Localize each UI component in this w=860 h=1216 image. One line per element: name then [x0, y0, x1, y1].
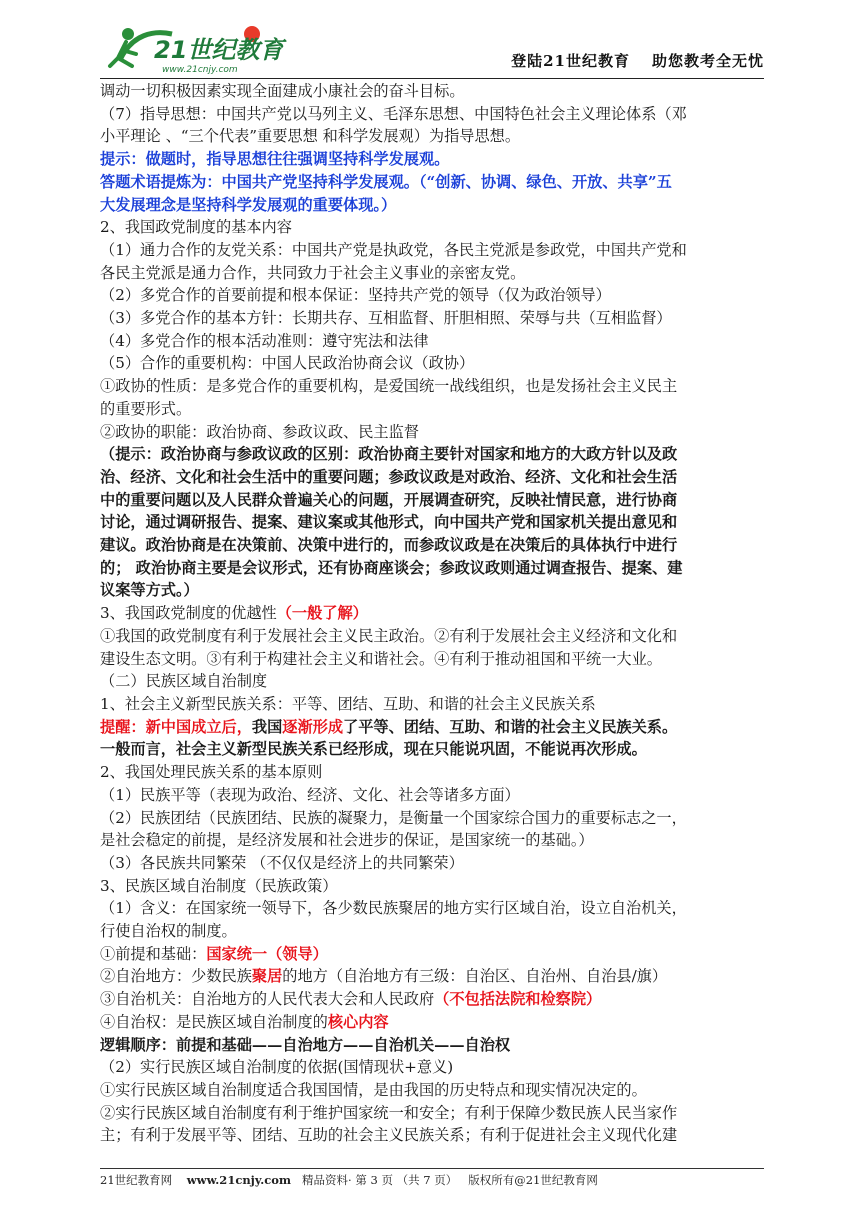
page-header	[100, 18, 764, 79]
section-heading: 3、我国政党制度的优越性（一般了解）	[100, 604, 368, 623]
text-line: 是社会稳定的前提，是经济发展和社会进步的保证，是国家统一的基础。）	[100, 831, 594, 850]
note-line: 的； 政治协商主要是会议形式，还有协商座谈会；参政议政则通过调查报告、提案、建	[100, 558, 683, 577]
text-line: ①前提和基础：国家统一（领导）	[100, 944, 328, 963]
section-heading: 2、我国处理民族关系的基本原则	[100, 763, 323, 782]
text-line: （2）实行民族区域自治制度的依据(国情现状+意义)	[100, 1058, 454, 1077]
text-line: （3）各民族共同繁荣 （不仅仅是经济上的共同繁荣）	[100, 853, 464, 872]
note-line: 讨论，通过调研报告、提案、建议案或其他形式，向中国共产党和国家机关提出意见和	[100, 513, 678, 532]
footer-url: www.21cnjy.com	[186, 1173, 292, 1187]
text-line: （1）民族平等（表现为政治、经济、文化、社会等诸多方面）	[100, 785, 520, 804]
note-line: 议案等方式。）	[100, 581, 199, 600]
note-line: 中的重要问题以及人民群众普遍关心的问题，开展调查研究，反映社情民意，进行协商	[100, 490, 678, 509]
section-heading: 2、我国政党制度的基本内容	[100, 218, 292, 237]
text-line: （2）多党合作的首要前提和根本保证：坚持共产党的领导（仅为政治领导）	[100, 286, 611, 305]
text-line: 的重要形式。	[100, 399, 192, 418]
emphasis-red: （一般了解）	[276, 604, 368, 623]
note-line: （提示：政治协商与参政议政的区别：政治协商主要针对国家和地方的大政方针以及政	[100, 445, 678, 464]
text-line: ①我国的政党制度有利于发展社会主义民主政治。②有利于发展社会主义经济和文化和	[100, 626, 678, 645]
footer-copyright: 版权所有@21世纪教育网	[468, 1173, 598, 1187]
text-line: （5）合作的重要机构：中国人民政治协商会议（政协）	[100, 354, 475, 373]
note-line: 建议。政治协商是在决策前、决策中进行的，而参政议政是在决策后的具体执行中进行	[100, 536, 678, 555]
text-line: ①实行民族区域自治制度适合我国国情，是由我国的历史特点和现实情况决定的。	[100, 1080, 647, 1099]
text-line: ②实行民族区域自治制度有利于维护国家统一和安全；有利于保障少数民族人民当家作	[100, 1103, 678, 1122]
footer-page: 第 3 页 （共 7 页）	[355, 1173, 458, 1187]
text-line: 小平理论 、“三个代表”重要思想 和科学发展观）为指导思想。	[100, 127, 521, 146]
footer-site: 21世纪教育网	[100, 1173, 173, 1187]
emphasis-red: 核心内容	[327, 1012, 389, 1031]
reminder-line: 一般而言，社会主义新型民族关系已经形成，现在只能说巩固，不能说再次形成。	[100, 740, 647, 759]
logo-url: www.21cnjy.com	[162, 65, 238, 75]
text-line: ③自治机关：自治地方的人民代表大会和人民政府（不包括法院和检察院）	[100, 990, 602, 1009]
emphasis-red: （不包括法院和检察院）	[434, 990, 602, 1009]
text-line: 各民主党派是通力合作，共同致力于社会主义事业的亲密友党。	[100, 263, 526, 282]
text-line: 1、社会主义新型民族关系：平等、团结、互助、和谐的社会主义民族关系	[100, 694, 596, 713]
text-line: 主；有利于发展平等、团结、互助的社会主义民族关系；有利于促进社会主义现代化建	[100, 1126, 678, 1145]
section-heading: （二）民族区域自治制度	[100, 672, 268, 691]
text-line: （2）民族团结（民族团结、民族的凝聚力，是衡量一个国家综合国力的重要标志之一，	[100, 808, 687, 827]
logo-text: 21世纪教育	[154, 36, 284, 64]
emphasis-red: 聚居	[251, 967, 283, 986]
reminder-line: 提醒：新中国成立后，我国逐渐形成了平等、团结、互助、和谐的社会主义民族关系。	[100, 717, 678, 736]
text-line: （7）指导思想：中国共产党以马列主义、毛泽东思想、中国特色社会主义理论体系（邓	[100, 104, 687, 123]
text-line: ②政协的职能：政治协商、参政议政、民主监督	[100, 422, 419, 441]
text-line: ①政协的性质：是多党合作的重要机构，是爱国统一战线组织，也是发扬社会主义民主	[100, 377, 678, 396]
text-line: （4）多党合作的根本活动准则：遵守宪法和法律	[100, 331, 429, 350]
section-heading: 3、民族区域自治制度（民族政策）	[100, 876, 338, 895]
page-footer: 21世纪教育网 www.21cnjy.com 精品资料· 第 3 页 （共 7 页） 版权所有@21世纪教育网	[100, 1168, 764, 1188]
header-slogan	[489, 50, 764, 71]
document-body	[100, 80, 764, 1147]
text-line: （1）含义：在国家统一领导下，各少数民族聚居的地方实行区域自治，设立自治机关，	[100, 899, 687, 918]
logo-icon	[102, 20, 302, 76]
text-line: （1）通力合作的友党关系：中国共产党是执政党，各民主党派是参政党，中国共产党和	[100, 240, 687, 259]
slogan-1: 登陆21世纪教育	[511, 52, 630, 70]
text-line: ②自治地方：少数民族聚居的地方（自治地方有三级：自治区、自治州、自治县/旗）	[100, 967, 668, 986]
text-line: 建设生态文明。③有利于构建社会主义和谐社会。④有利于推动祖国和平统一大业。	[100, 649, 662, 668]
text-line: 调动一切积极因素实现全面建成小康社会的奋斗目标。	[100, 82, 465, 100]
text-line: （3）多党合作的基本方针：长期共存、互相监督、肝胆相照、荣辱与共（互相监督）	[100, 309, 672, 328]
note-line: 治、经济、文化和社会生活中的重要问题；参政议政是对政治、经济、文化和社会生活	[100, 467, 678, 486]
hint-line: 答题术语提炼为：中国共产党坚持科学发展观。（“创新、协调、绿色、开放、共享”五	[100, 172, 672, 191]
emphasis-red: 国家统一（领导）	[206, 944, 328, 963]
text-line: ④自治权：是民族区域自治制度的核心内容	[100, 1012, 389, 1031]
footer-tag: 精品资料	[302, 1173, 349, 1187]
logic-order-line: 逻辑顺序：前提和基础——自治地方——自治机关——自治权	[100, 1035, 511, 1054]
slogan-2: 助您教考全无忧	[651, 52, 764, 70]
hint-line: 提示：做题时，指导思想往往强调坚持科学发展观。	[100, 150, 450, 169]
text-line: 行使自治权的制度。	[100, 922, 237, 941]
hint-line: 大发展理念是坚持科学发展观的重要体现。）	[100, 195, 397, 214]
